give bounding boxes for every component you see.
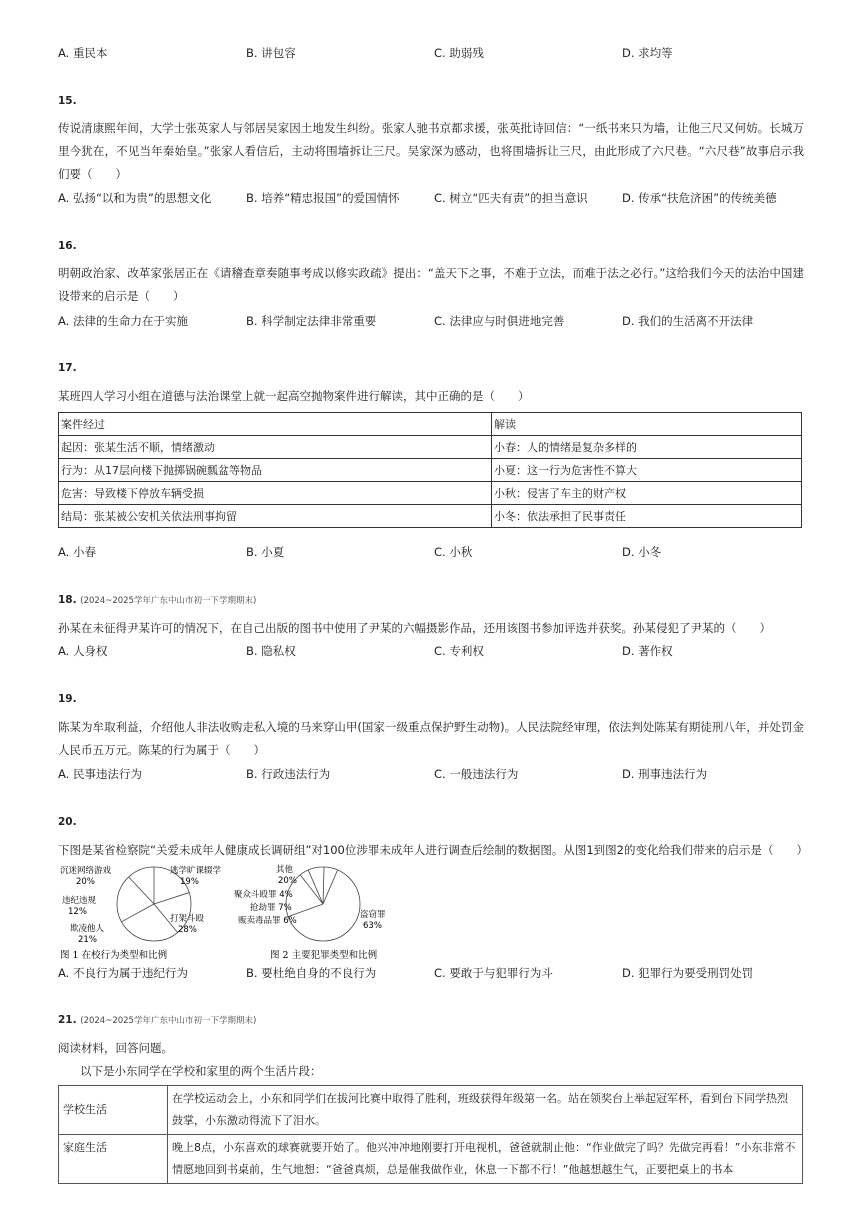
fig2-label-other-pct: 20%: [278, 876, 297, 886]
table-cell-label: 学校生活: [59, 1086, 168, 1135]
q16-option-a: A. 法律的生命力在于实施: [58, 314, 188, 328]
q19-option-d: D. 刑事违法行为: [622, 767, 708, 781]
q20-option-a: A. 不良行为属于违纪行为: [58, 966, 188, 980]
q16-option-d: D. 我们的生活离不开法律: [622, 314, 754, 328]
q15-number: 15.: [58, 95, 77, 107]
pie-slice-divider: [323, 867, 324, 904]
pie-slice-divider: [129, 877, 154, 904]
table-cell: 小夏：这一行为危害性不算大: [492, 459, 802, 482]
q15-option-c: C. 树立“匹夫有责”的担当意识: [434, 191, 588, 205]
fig1-label-violate: 违纪违规: [62, 896, 97, 906]
q14-option-b: B. 讲包容: [246, 46, 296, 60]
fig2-label-fight: 聚众斗殴罪 4%: [234, 890, 293, 900]
q16-option-b: B. 科学制定法律非常重要: [246, 314, 377, 328]
q20-option-b: B. 要杜绝自身的不良行为: [246, 966, 377, 980]
q15-option-d: D. 传承“扶危济困”的传统美德: [622, 191, 777, 205]
table-row: [59, 459, 802, 482]
q18-option-c: C. 专利权: [434, 644, 484, 658]
table-row: [59, 482, 802, 505]
fig1-label-bully: 欺凌他人: [70, 924, 105, 934]
q17-option-a: A. 小春: [58, 545, 96, 559]
q17-option-d: D. 小冬: [622, 545, 662, 559]
q20-option-c: C. 要敢于与犯罪行为斗: [434, 966, 553, 980]
q15-option-b: B. 培养“精忠报国”的爱国情怀: [246, 191, 400, 205]
fig2-label-other: 其他: [276, 865, 294, 875]
fig2-label-drug: 贩卖毒品罪 6%: [238, 916, 297, 926]
fig1-label-games-pct: 20%: [76, 877, 95, 887]
fig1-label-games: 沉迷网络游戏: [60, 866, 112, 876]
fig1-label-fight-pct: 28%: [178, 925, 197, 935]
table-header-cell: 案件经过: [59, 413, 492, 436]
table-row: [59, 505, 802, 528]
q14-option-c: C. 助弱残: [434, 46, 484, 60]
q16-option-c: C. 法律应与时俱进地完善: [434, 314, 565, 328]
fig1-label-bully-pct: 21%: [78, 935, 97, 945]
question-number: 18.: [58, 594, 77, 606]
table-row: [59, 1135, 803, 1184]
pie-slice-divider: [122, 904, 154, 922]
q21-number: [58, 1014, 256, 1026]
q16-number: 16.: [58, 240, 77, 252]
question-number: 21.: [58, 1014, 77, 1026]
pie-slice-divider: [308, 870, 323, 904]
q17-stem: 某班四人学习小组在道德与法治课堂上就一起高空抛物案件进行解读，其中正确的是（ ）: [58, 389, 530, 403]
q17-number: 17.: [58, 362, 77, 374]
q15-option-a: A. 弘扬“以和为贵”的思想文化: [58, 191, 212, 205]
table-row: [59, 413, 802, 436]
q20-number: 20.: [58, 816, 77, 828]
question-source: (2024~2025学年广东中山市初一下学期期末): [80, 596, 257, 606]
fig1-caption: 图 1 在校行为类型和比例: [60, 950, 168, 961]
table-cell: 在学校运动会上，小东和同学们在拔河比赛中取得了胜利，班级获得年级第一名。站在领奖台上举起冠军杯，看到台下同学热烈鼓掌，小东激动得流下了泪水。: [168, 1086, 803, 1135]
q14-option-a: A. 重民本: [58, 46, 108, 60]
q18-option-a: A. 人身权: [58, 644, 108, 658]
q19-option-c: C. 一般违法行为: [434, 767, 519, 781]
fig2-label-theft-pct: 63%: [363, 921, 382, 931]
q18-option-b: B. 隐私权: [246, 644, 296, 658]
table-cell: 行为：从17层向楼下抛掷锅碗瓢盆等物品: [59, 459, 492, 482]
question-source: (2024~2025学年广东中山市初一下学期期末): [80, 1016, 257, 1026]
q20-stem: 下图是某省检察院“关爱未成年人健康成长调研组”对100位涉罪未成年人进行调查后绘制的数据图。从图1到图2的变化给我们带来的启示是（ ）: [58, 843, 808, 857]
fig2-label-theft: 盗窃罪: [360, 910, 386, 920]
pie-slice-divider: [154, 893, 189, 904]
table-row: [59, 1086, 803, 1135]
pie-slice-divider: [323, 870, 338, 904]
pie-slice-divider: [300, 875, 323, 904]
table-header-cell: 解读: [492, 413, 802, 436]
figure-2-pie-chart: [228, 860, 408, 962]
table-cell: 结局：张某被公安机关依法刑事拘留: [59, 505, 492, 528]
table-cell: 小春：人的情绪是复杂多样的: [492, 436, 802, 459]
table-row: [59, 436, 802, 459]
fig1-label-fight: 打架斗殴: [170, 914, 205, 924]
table-cell: 危害：导致楼下停放车辆受损: [59, 482, 492, 505]
table-cell-label: 家庭生活: [59, 1135, 168, 1184]
q16-stem: 明朝政治家、改革家张居正在《请稽查章奏随事考成以修实政疏》提出：“盖天下之事，不难于立法，而难于法之必行。”这给我们今天的法治中国建设带来的启示是（ ）: [58, 266, 804, 303]
q18-stem: 孙某在未征得尹某许可的情况下，在自己出版的图书中使用了尹某的六幅摄影作品，还用该图书参加评选并获奖。孙某侵犯了尹某的（ ）: [58, 621, 771, 635]
q19-number: 19.: [58, 693, 77, 705]
q19-option-a: A. 民事违法行为: [58, 767, 142, 781]
table-cell: 起因：张某生活不顺，情绪激动: [59, 436, 492, 459]
table-cell: 晚上8点，小东喜欢的球赛就要开始了。他兴冲冲地刚要打开电视机，爸爸就制止他：“作业做完了吗？先做完再看！”小东非常不情愿地回到书桌前，生气地想：“爸爸真烦，总是催我做作业，休息一下都不行！”他越想越生气，正要把桌上的书本: [168, 1135, 803, 1184]
q15-stem: 传说清康熙年间，大学士张英家人与邻居吴家因土地发生纠纷。张家人驰书京都求援，张英批诗回信：“一纸书来只为墙，让他三尺又何妨。长城万里今犹在，不见当年秦始皇。”张家人看信后，主动将围墙拆让三尺。吴家深为感动，也将围墙拆让三尺，由此形成了六尺巷。“六尺巷”故事启示我们要（ ）: [58, 121, 804, 181]
fig2-slice-lines: [288, 867, 337, 917]
q19-stem: 陈某为牟取利益，介绍他人非法收购走私入境的马来穿山甲(国家一级重点保护野生动物)。人民法院经审理，依法判处陈某有期徒刑八年，并处罚金人民币五万元。陈某的行为属于（ ）: [58, 720, 804, 757]
q18-number: [58, 594, 256, 606]
q20-option-d: D. 犯罪行为要受刑罚处罚: [622, 966, 754, 980]
q21-lead: 以下是小东同学在学校和家里的两个生活片段：: [80, 1064, 322, 1078]
q14-option-d: D. 求均等: [622, 46, 673, 60]
q17-table: [58, 412, 802, 528]
q18-option-d: D. 著作权: [622, 644, 673, 658]
q19-option-b: B. 行政违法行为: [246, 767, 331, 781]
fig1-label-truancy: 逃学旷课辍学: [170, 866, 222, 876]
table-cell: 小秋：侵害了车主的财产权: [492, 482, 802, 505]
pie-slice-divider: [288, 904, 323, 917]
fig1-label-violate-pct: 12%: [68, 907, 87, 917]
table-cell: 小冬：依法承担了民事责任: [492, 505, 802, 528]
q21-table: [58, 1085, 803, 1184]
q17-option-c: C. 小秋: [434, 545, 473, 559]
fig2-label-rob: 抢劫罪 7%: [250, 903, 292, 913]
q17-option-b: B. 小夏: [246, 545, 285, 559]
fig2-caption: 图 2 主要犯罪类型和比例: [270, 950, 378, 961]
q21-intro: 阅读材料，回答问题。: [58, 1041, 173, 1055]
fig1-label-truancy-pct: 19%: [180, 877, 199, 887]
